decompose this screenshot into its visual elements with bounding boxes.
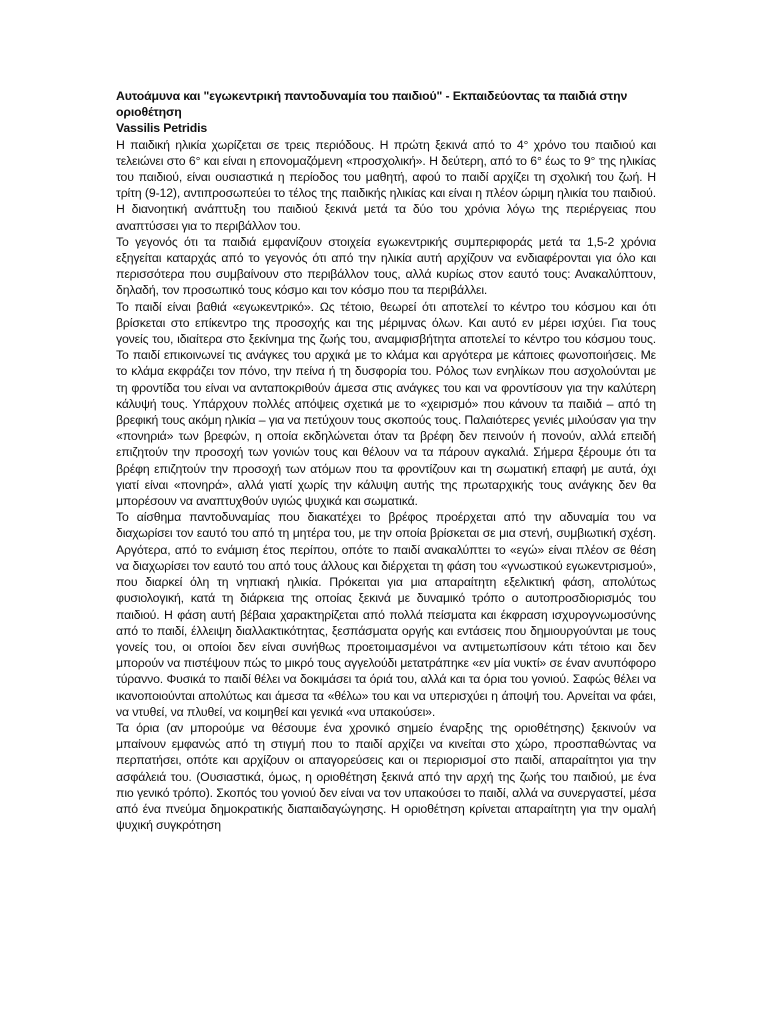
paragraph: Τα όρια (αν μπορούμε να θέσουμε ένα χρονικό σημείο έναρξης της οριοθέτησης) ξεκινούν να μπαίνουν εμφανώς από τη στιγμή που το παιδί αρχίζει να κινείται στο χώρο, προσπαθώντας να περπατήσει, οπότε και αρχίζουν οι απαγορεύσεις και οι περιορισμοί στο παιδί, απαραίτητοι για την ασφάλειά του. (Ουσιαστικά, όμως, η οριοθέτηση ξεκινά από την αρχή της ζωής του παιδιού, με ένα πιο γενικό τρόπο). Σκοπός του γονιού δεν είναι να τον υπακούσει το παιδί, αλλά να συνεργαστεί, μέσα από ένα πνεύμα δημοκρατικής διαπαιδαγώγησης. Η οριοθέτηση κρίνεται απαραίτητη για την ομαλή ψυχική συγκρότηση <box>116 720 656 833</box>
paragraph: Το γεγονός ότι τα παιδιά εμφανίζουν στοιχεία εγωκεντρικής συμπεριφοράς μετά τα 1,5-2 χρόνια εξηγείται καταρχάς από το γεγονός ότι από την ηλικία αυτή αρχίζουν να ενδιαφέρονται για όλο και περισσότερα που συμβαίνουν στο περιβάλλον τους, αλλά κυρίως στον εαυτό τους: Ανακαλύπτουν, δηλαδή, τον προσωπικό τους κόσμο και τον κόσμο που τα περιβάλλει. <box>116 234 656 298</box>
document-page <box>116 88 656 833</box>
paragraph: Το παιδί είναι βαθιά «εγωκεντρικό». Ως τέτοιο, θεωρεί ότι αποτελεί το κέντρο του κόσμου και ότι βρίσκεται στο επίκεντρο της προσοχής και της μέριμνας όλων. Και αυτό εν μέρει ισχύει. Για τους γονείς του, ιδιαίτερα στο ξεκίνημα της ζωής του, αναμφισβήτητα αποτελεί το κέντρο του κόσμου τους. Το παιδί επικοινωνεί τις ανάγκες του αρχικά με το κλάμα και αργότερα με κάποιες φωνοποιήσεις. Με το κλάμα εκφράζει τον πόνο, την πείνα ή τη δυσφορία του. Ρόλος των ενηλίκων που ασχολούνται με τη φροντίδα του είναι να ανταποκριθούν άμεσα στις ανάγκες του και να φροντίσουν για την καλύτερη κάλυψή τους. Υπάρχουν πολλές απόψεις σχετικά με το «χειρισμό» που κάνουν τα παιδιά – από τη βρεφική τους ακόμη ηλικία – για να πετύχουν τους σκοπούς τους. Παλαιότερες γενιές μιλούσαν για την «πονηριά» των βρεφών, η οποία εκδηλώνεται όταν τα βρέφη δεν πεινούν ή πονούν, αλλά επειδή επιζητούν την προσοχή των γονιών τους και θέλουν να τα πάρουν αγκαλιά. Σήμερα ξέρουμε ότι τα βρέφη επιζητούν την προσοχή των ατόμων που τα φροντίζουν και τη σωματική επαφή με αυτά, όχι γιατί είναι «πονηρά», αλλά γιατί χωρίς την κάλυψη αυτής της πρωταρχικής τους ανάγκης δεν θα μπορέσουν να αναπτυχθούν υγιώς ψυχικά και σωματικά. <box>116 299 656 509</box>
paragraph: Το αίσθημα παντοδυναμίας που διακατέχει το βρέφος προέρχεται από την αδυναμία του να διαχωρίσει τον εαυτό του από τη μητέρα του, με την οποία βρίσκεται σε μια στενή, συμβιωτική σχέση. Αργότερα, από το ενάμιση έτος περίπου, οπότε το παιδί ανακαλύπτει το «εγώ» είναι πλέον σε θέση να διαχωρίσει τον εαυτό του από τους άλλους και διέρχεται τη φάση του «γνωστικού εγωκεντρισμού», που διαρκεί όλη τη νηπιακή ηλικία. Πρόκειται για μια απαραίτητη εξελικτική φάση, απολύτως φυσιολογική, κατά τη διάρκεια της οποίας ξεκινά με δυναμικό τρόπο ο αυτοπροσδιορισμός του παιδιού. Η φάση αυτή βέβαια χαρακτηρίζεται από πολλά πείσματα και έκφραση ισχυρογνωμοσύνης από το παιδί, έλλειψη διαλλακτικότητας, ξεσπάσματα οργής και εντάσεις που δημιουργούνται με τους γονείς του, οι οποίοι δεν είναι συνήθως προετοιμασμένοι να αντιμετωπίσουν κάτι τέτοιο και δεν μπορούν να πιστέψουν πώς το μικρό τους αγγελούδι μετατράπηκε «εν μία νυκτί» σε έναν ανυπόφορο τύραννο. Φυσικά το παιδί θέλει να δοκιμάσει τα όριά του, αλλά και τα όρια του γονιού. Σαφώς θέλει να ικανοποιούνται απολύτως και άμεσα τα «θέλω» του και να υπερισχύει η άποψή του. Αρνείται να φάει, να ντυθεί, να πλυθεί, να κοιμηθεί και γενικά «να υπακούσει». <box>116 510 656 719</box>
paragraph: Η παιδική ηλικία χωρίζεται σε τρεις περιόδους. Η πρώτη ξεκινά από το 4° χρόνο του παιδιού και τελειώνει στο 6° και είναι η επονομαζόμενη «προσχολική». Η δεύτερη, από το 6° έως το 9° της ηλικίας του παιδιού, είναι ουσιαστικά η περίοδος του μαθητή, αφού το παιδί αρχίζει τη σχολική του ζωή. Η τρίτη (9-12), αντιπροσωπεύει το τέλος της παιδικής ηλικίας και είναι η πλέον ώριμη ηλικία του παιδιού. Η διανοητική ανάπτυξη του παιδιού ξεκινά μετά τα δύο του χρόνια λόγω της περιέργειας που αναπτύσσει για το περιβάλλον του. <box>116 137 656 233</box>
document-author: Vassilis Petridis <box>116 121 208 136</box>
document-title: Αυτοάμυνα και "εγωκεντρική παντοδυναμία του παιδιού" - Εκπαιδεύοντας τα παιδιά στην οριοθέτηση <box>116 89 628 120</box>
